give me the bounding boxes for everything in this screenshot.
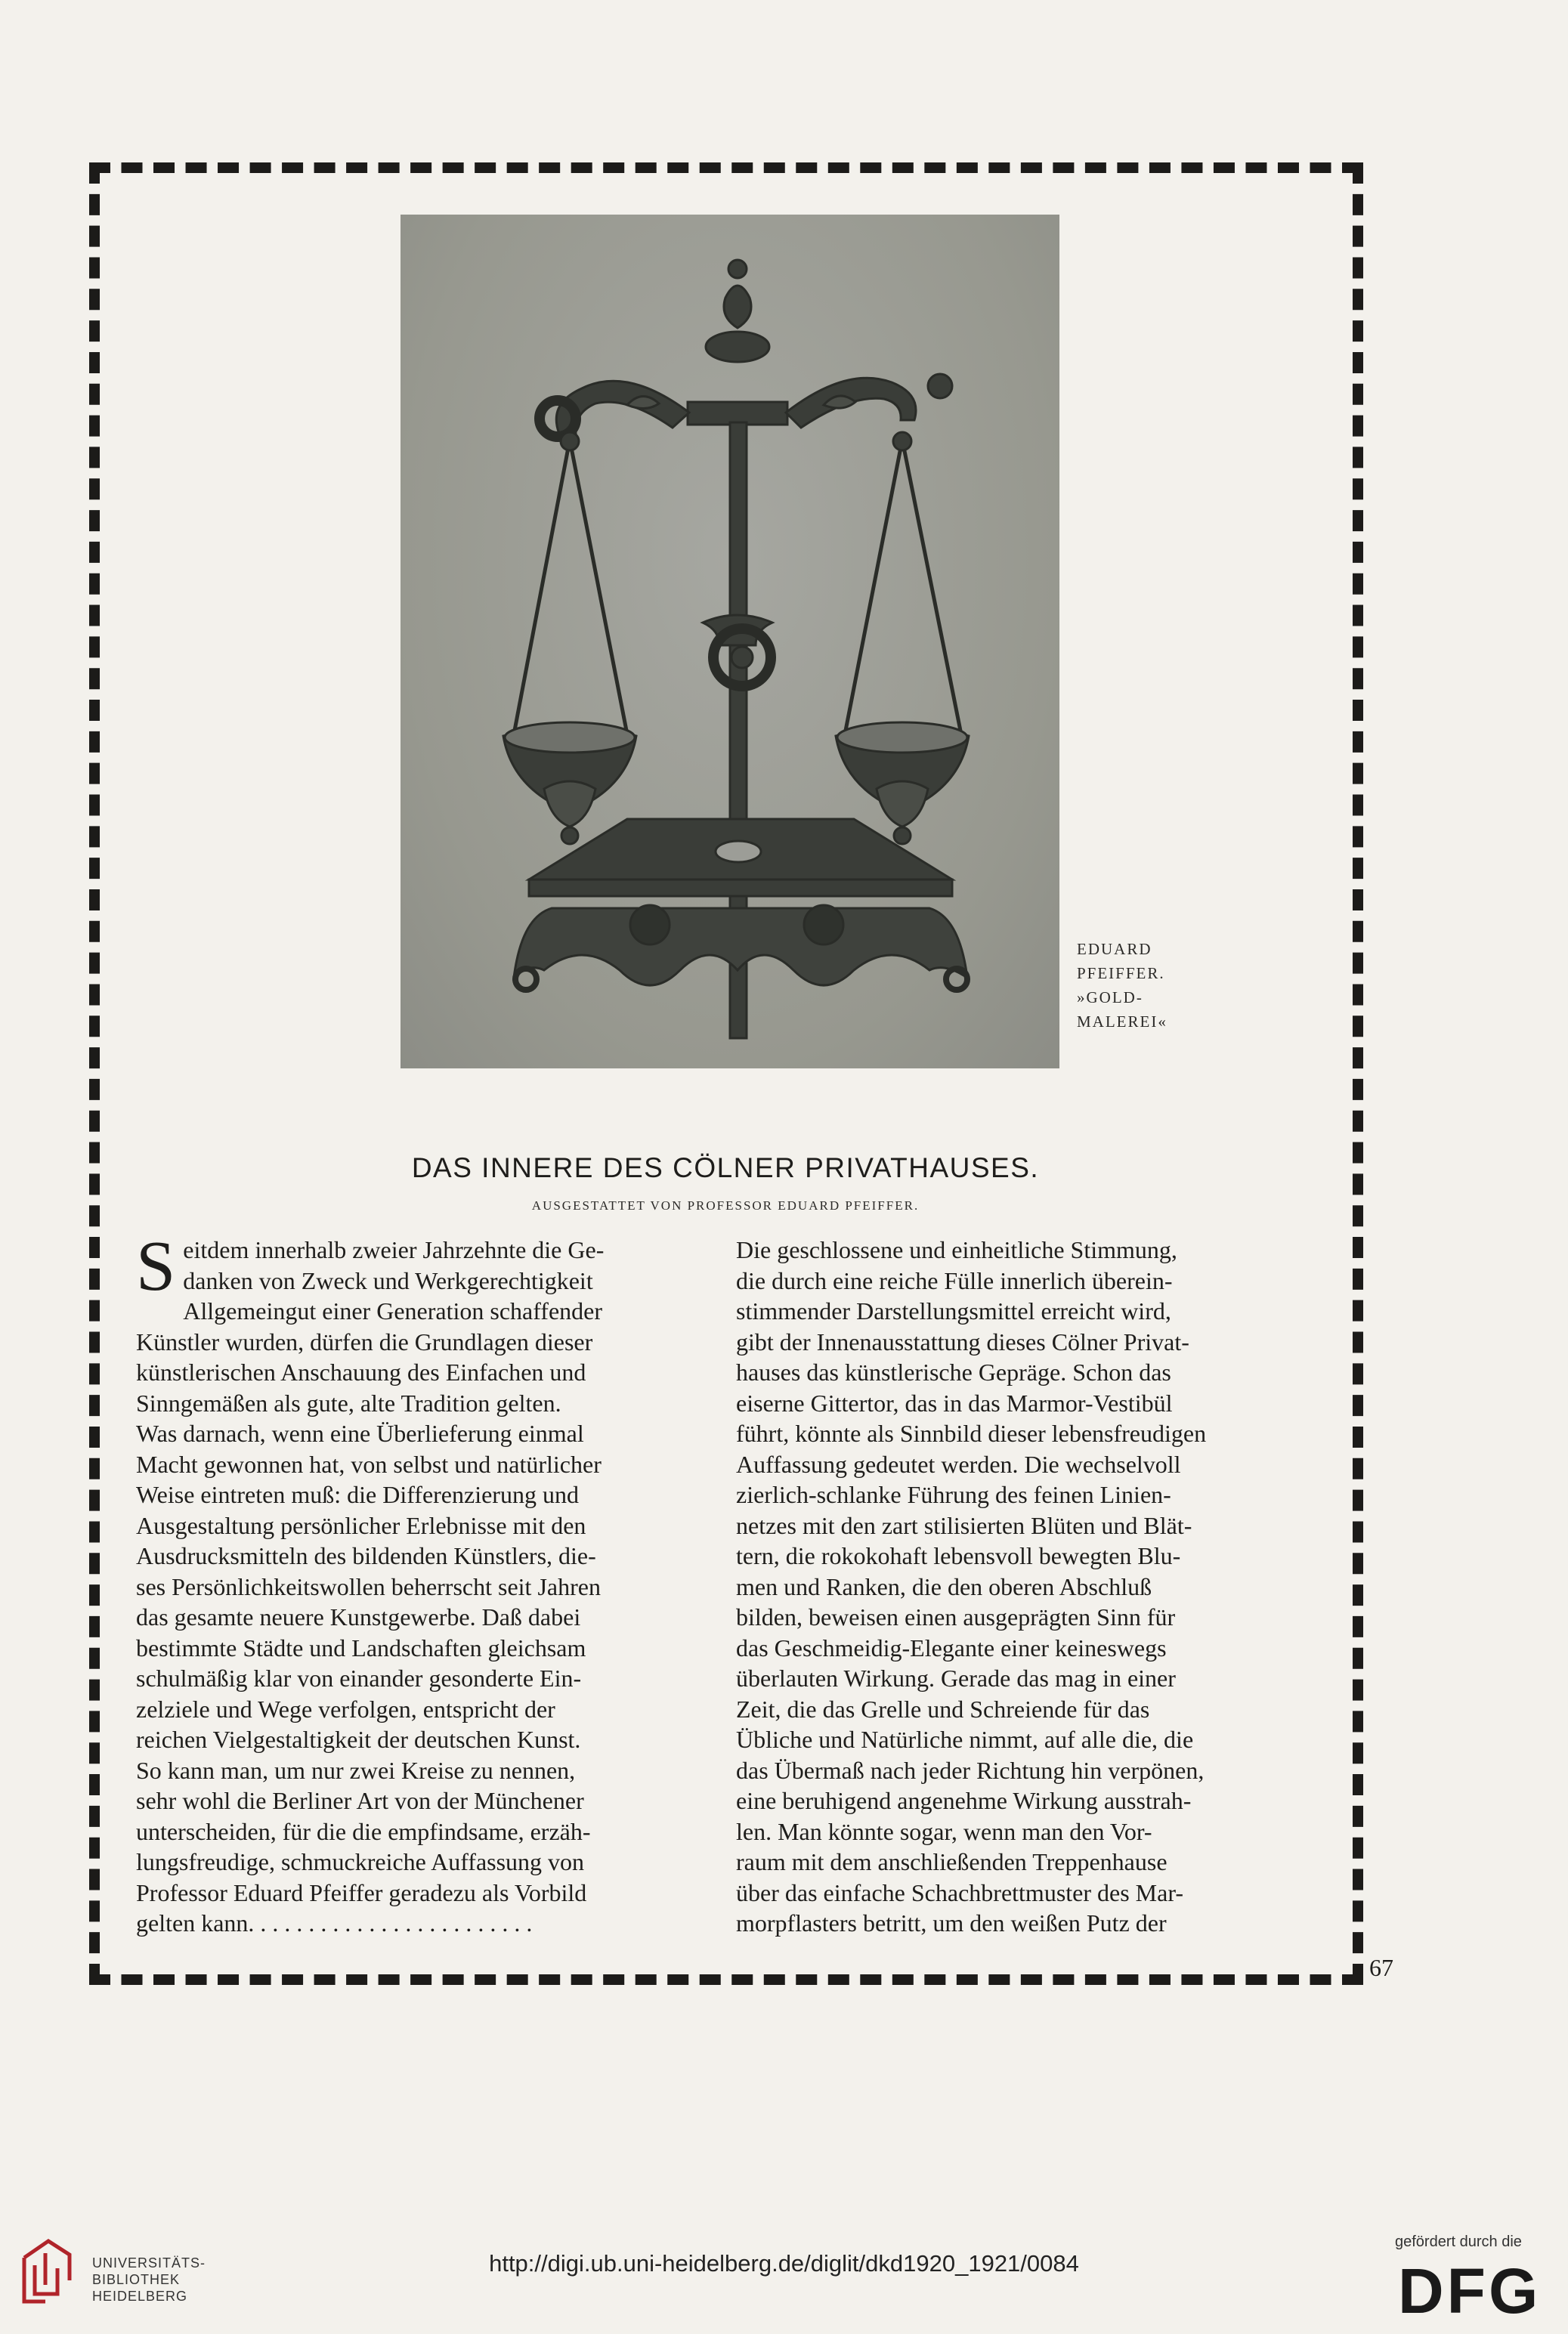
- text-line: Zeit, die das Grelle und Schreiende für das: [736, 1695, 1150, 1723]
- text-line: eiserne Gittertor, das in das Marmor-Vestibül: [736, 1389, 1173, 1417]
- text-line: sehr wohl die Berliner Art von der Münchener: [136, 1787, 584, 1814]
- text-line: hauses das künstlerische Gepräge. Schon das: [736, 1359, 1171, 1386]
- figure-caption: [1077, 937, 1183, 1034]
- dfg-logo[interactable]: DFG: [1398, 2255, 1542, 2326]
- caption-line: MALEREI«: [1077, 1012, 1167, 1031]
- text-line: men und Ranken, die den oberen Abschluß: [736, 1572, 1152, 1600]
- balance-scale-illustration: [401, 215, 1059, 1068]
- text-line: gibt der Innenausstattung dieses Cölner Privat-: [736, 1328, 1189, 1356]
- left-text-column: [136, 1227, 699, 1939]
- text-line: gelten kann. . . . . . . . . . . . . . . . . . . . . . . .: [136, 1909, 533, 1937]
- drop-cap: S: [136, 1227, 176, 1306]
- text-line: So kann man, um nur zwei Kreise zu nennen,: [136, 1756, 576, 1784]
- text-line: Professor Eduard Pfeiffer geradezu als Vorbild: [136, 1878, 587, 1906]
- article-subtitle: AUSGESTATTET VON PROFESSOR EDUARD PFEIFFER.: [531, 1198, 920, 1213]
- permalink-url[interactable]: http://digi.ub.uni-heidelberg.de/diglit/dkd1920_1921/0084: [489, 2250, 1079, 2277]
- text-line: Macht gewonnen hat, von selbst und natürlicher: [136, 1450, 602, 1478]
- caption-line: PFEIFFER.: [1077, 964, 1165, 982]
- text-line: Übliche und Natürliche nimmt, auf alle die, die: [736, 1726, 1194, 1753]
- text-line: Sinngemäßen als gute, alte Tradition gelten.: [136, 1389, 561, 1417]
- text-line: Ausdrucksmitteln des bildenden Künstlers, die-: [136, 1542, 596, 1569]
- text-line: danken von Zweck und Werkgerechtigkeit: [183, 1266, 593, 1294]
- text-line: eine beruhigend angenehme Wirkung ausstrah-: [736, 1787, 1192, 1814]
- text-line: über das einfache Schachbrettmuster des Mar-: [736, 1878, 1183, 1906]
- text-line: überlauten Wirkung. Gerade das mag in einer: [736, 1665, 1176, 1692]
- text-line: Künstler wurden, dürfen die Grundlagen dieser: [136, 1328, 593, 1356]
- library-name-line: HEIDELBERG: [92, 2289, 188, 2304]
- text-line: netzes mit den zart stilisierten Blüten und Blät-: [736, 1511, 1192, 1539]
- text-line: zierlich-schlanke Führung des feinen Linien-: [736, 1481, 1171, 1508]
- text-line: Die geschlossene und einheitliche Stimmung,: [736, 1236, 1177, 1263]
- text-line: lungsfreudige, schmuckreiche Auffassung von: [136, 1848, 585, 1875]
- figure-plate: [401, 215, 1059, 1068]
- text-line: morpflasters betritt, um den weißen Putz der: [736, 1909, 1167, 1937]
- caption-line: EDUARD: [1077, 940, 1152, 958]
- text-line: das gesamte neuere Kunstgewerbe. Daß dabei: [136, 1603, 581, 1631]
- text-line: raum mit dem anschließenden Treppenhause: [736, 1848, 1167, 1875]
- page-number: 67: [1369, 1954, 1393, 1981]
- funding-label: gefördert durch die: [1395, 2234, 1522, 2250]
- text-line: schulmäßig klar von einander gesonderte Ein-: [136, 1665, 582, 1692]
- text-line: Ausgestaltung persönlicher Erlebnisse mit den: [136, 1511, 586, 1539]
- library-name-line: UNIVERSITÄTS-: [92, 2255, 206, 2271]
- text-line: führt, könnte als Sinnbild dieser lebensfreudigen: [736, 1420, 1207, 1447]
- text-line: bestimmte Städte und Landschaften gleichsam: [136, 1634, 586, 1662]
- text-line: das Übermaß nach jeder Richtung hin verpönen,: [736, 1756, 1205, 1784]
- text-line: reichen Vielgestaltigkeit der deutschen Kunst.: [136, 1726, 581, 1753]
- text-line: zelziele und Wege verfolgen, entspricht der: [136, 1695, 555, 1723]
- text-line: künstlerischen Anschauung des Einfachen und: [136, 1359, 586, 1386]
- text-line: die durch eine reiche Fülle innerlich überein-: [736, 1266, 1173, 1294]
- text-line: Weise eintreten muß: die Differenzierung und: [136, 1481, 579, 1508]
- text-line: stimmender Darstellungsmittel erreicht wird,: [736, 1297, 1171, 1325]
- text-line: eitdem innerhalb zweier Jahrzehnte die Ge-: [183, 1236, 605, 1263]
- library-name-line: BIBLIOTHEK: [92, 2272, 181, 2287]
- text-line: Allgemeingut einer Generation schaffender: [183, 1297, 603, 1325]
- text-line: Auffassung gedeutet werden. Die wechselvoll: [736, 1450, 1181, 1478]
- text-line: Was darnach, wenn eine Überlieferung einmal: [136, 1420, 584, 1447]
- article-title: DAS INNERE DES CÖLNER PRIVATHAUSES.: [411, 1152, 1040, 1183]
- right-text-column: [736, 1235, 1299, 1939]
- text-line: tern, die rokokohaft lebensvoll bewegten Blu-: [736, 1542, 1181, 1569]
- caption-line: »GOLD-: [1077, 988, 1143, 1006]
- text-line: das Geschmeidig-Elegante einer keineswegs: [736, 1634, 1167, 1662]
- text-line: bilden, beweisen einen ausgeprägten Sinn für: [736, 1603, 1176, 1631]
- text-line: ses Persönlichkeitswollen beherrscht seit Jahren: [136, 1572, 601, 1600]
- text-line: len. Man könnte sogar, wenn man den Vor-: [736, 1817, 1152, 1845]
- text-line: unterscheiden, für die die empfindsame, erzäh-: [136, 1817, 591, 1845]
